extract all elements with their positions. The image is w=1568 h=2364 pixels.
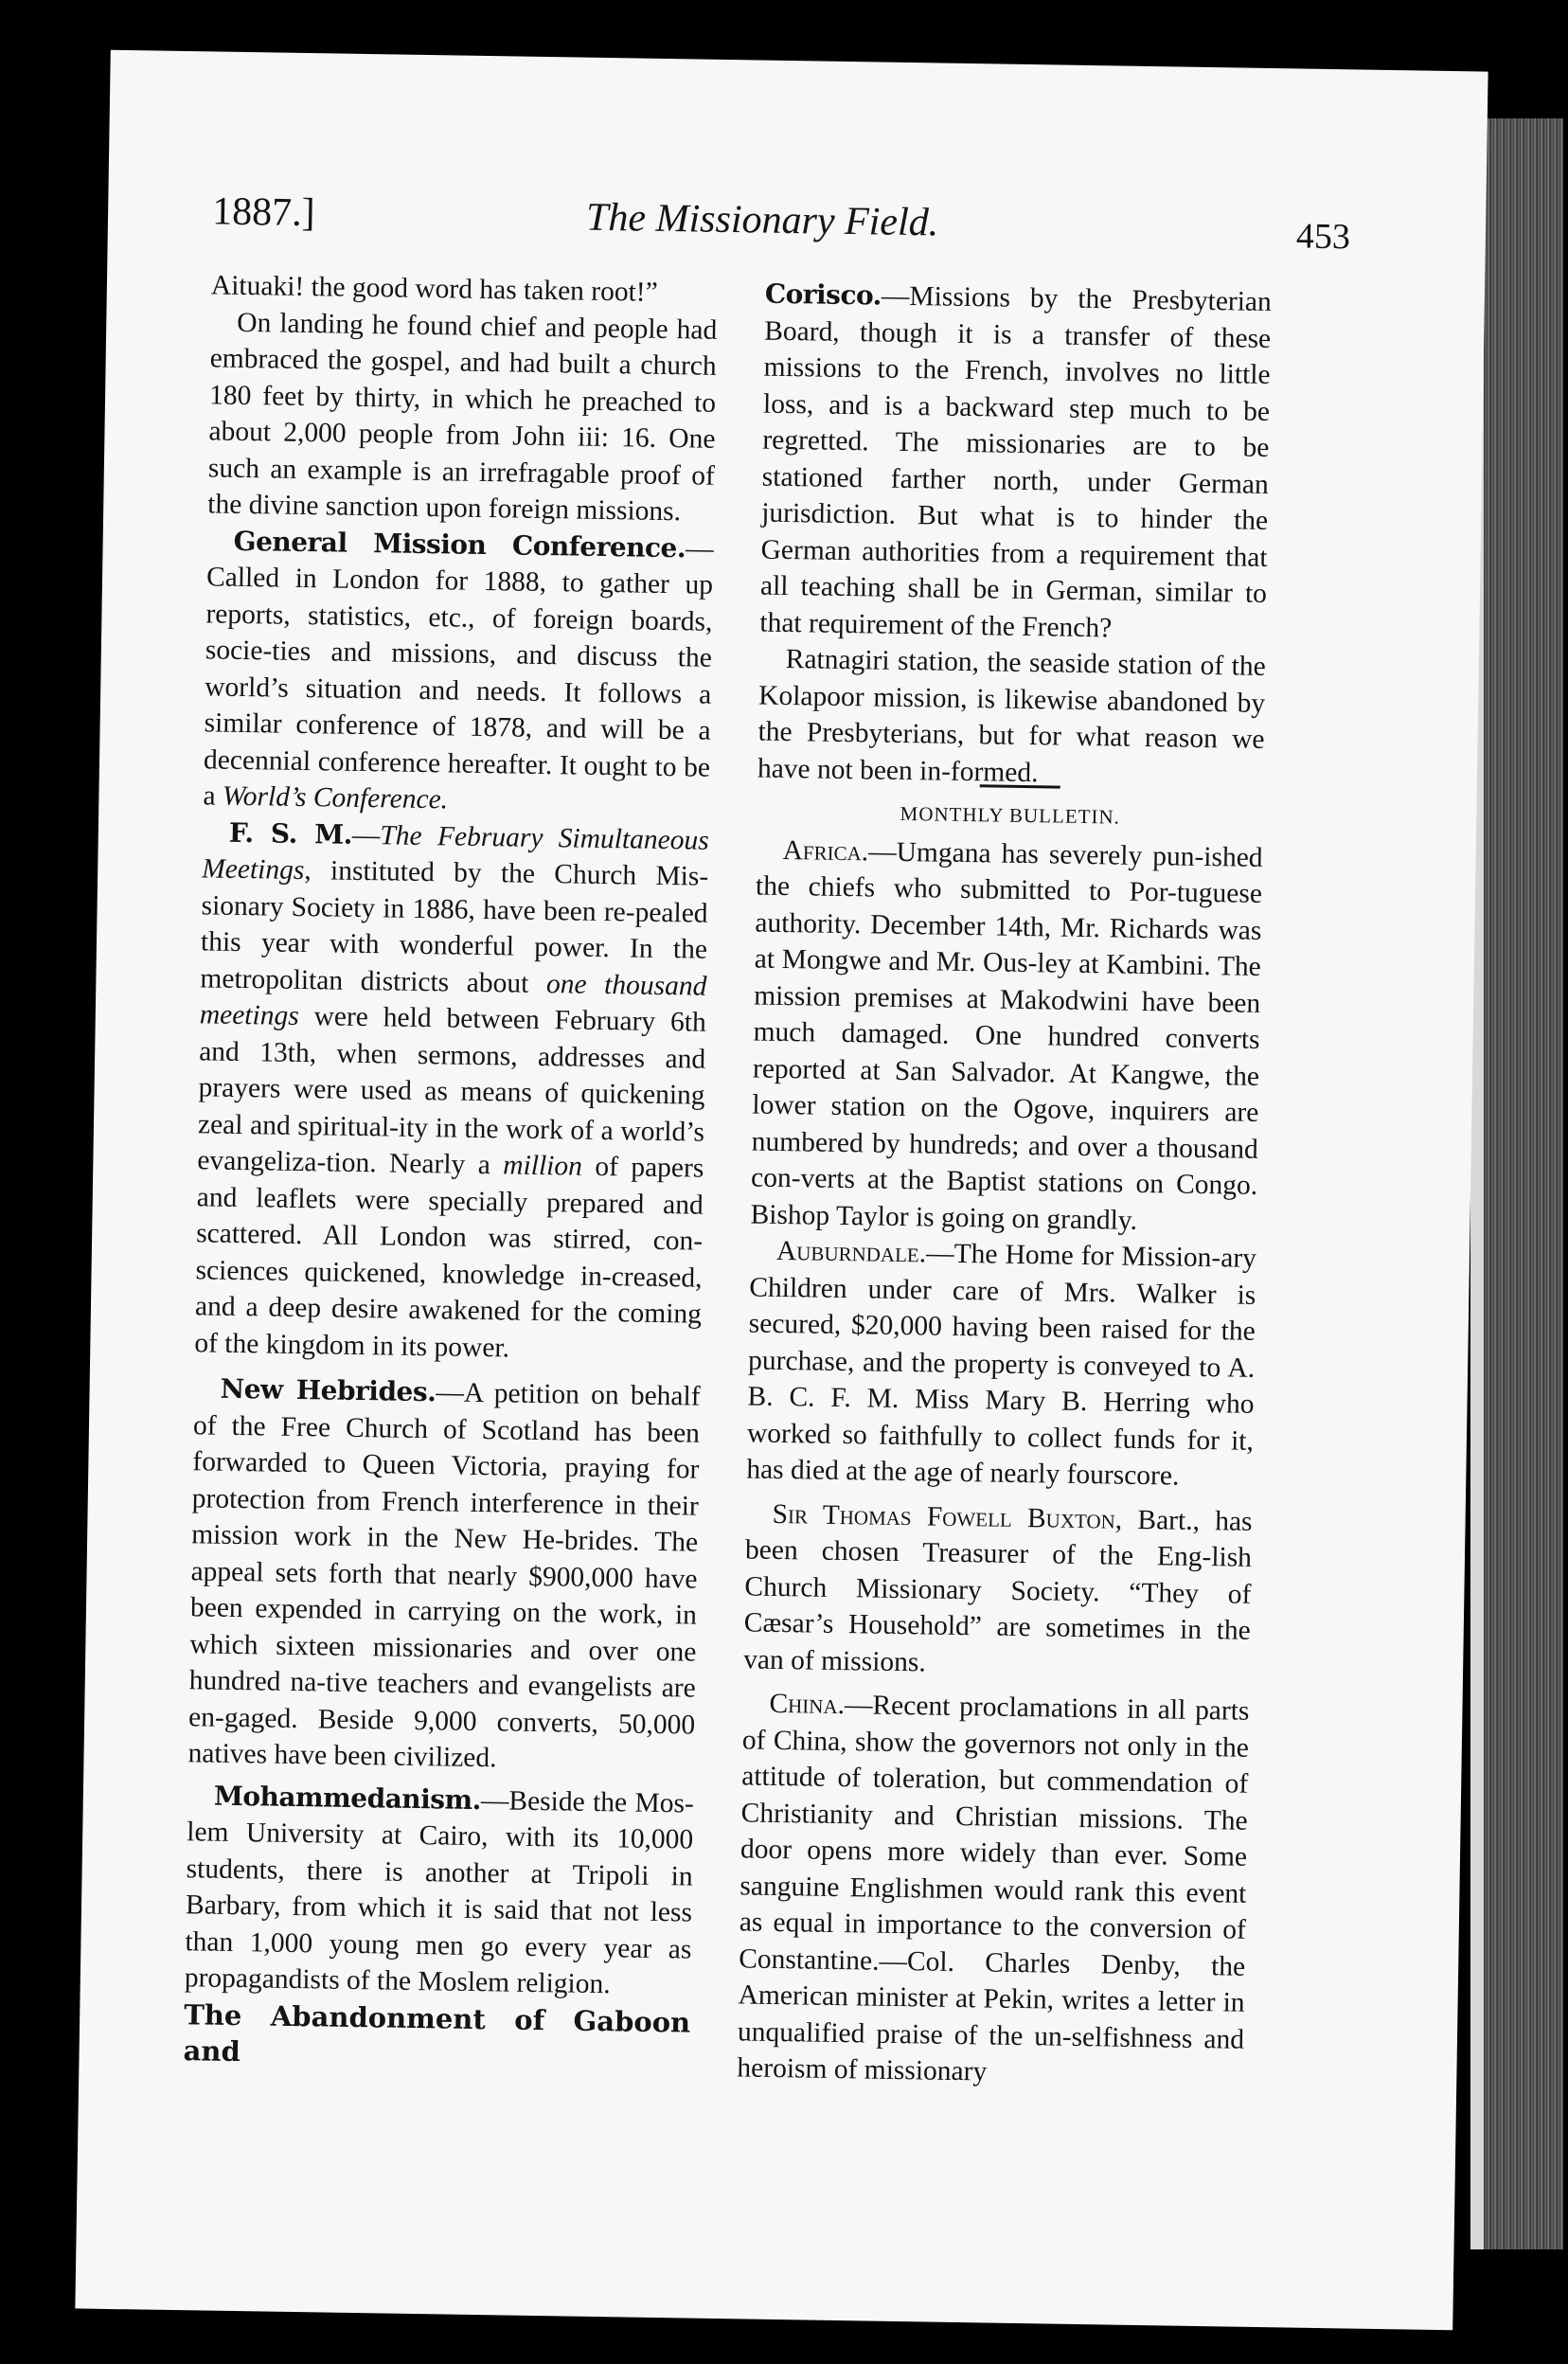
landing-paragraph: On landing he found chief and people had embraced the gospel, and had built a church 180 feet by thirty, in which he preached to about 2,000 people from John iii: 16. One such an example is an irrefragable proof of the divine sanction upon foreign missions. xyxy=(207,307,718,528)
mohammedanism-heading: Mohammedanism. xyxy=(213,1780,482,1816)
china-heading: China. xyxy=(769,1688,846,1721)
china-paragraph xyxy=(737,1685,1250,2094)
africa-paragraph xyxy=(750,832,1263,1241)
fsm-italic-meetings: one thousand meetings xyxy=(199,968,707,1031)
mohammedanism-body: —Beside the Mos-lem University at Cairo, with its 10,000 students, there is another at Tripoli in Barbary, from which it is said that not less than 1,000 young men go every year as propagandists of the Moslem religion. xyxy=(184,1784,695,2000)
auburndale-body: —The Home for Mission-ary Children under care of Mrs. Walker is secured, $20,000 having been raised for the purchase, and the property is conveyed to A. B. C. F. M. Miss Mary B. Herring who worked so faithfully to collect funds for it, has died at the age of nearly fourscore. xyxy=(746,1238,1257,1492)
page-header xyxy=(212,188,1349,263)
scanned-page xyxy=(75,50,1488,2331)
gaboon-section-title: The Abandonment of Gaboon and xyxy=(183,1997,691,2068)
fsm-body-3: of papers and leaflets were specially prepared and scattered. All London was stirred, con-sciences quickened, knowledge in-creased, and a deep desire awakened for the coming of the kingdom in its power. xyxy=(194,1151,704,1364)
buxton-paragraph xyxy=(743,1495,1253,1686)
aituaki-paragraph: Aituaki! the good word has taken root!” xyxy=(210,270,658,308)
left-column xyxy=(183,267,718,2077)
book-page-edges xyxy=(1470,118,1563,2249)
fsm-body-2: were held between February 6th and 13th, when sermons, addresses and prayers were used as means of quickening zeal and spiritual-ity in the work of a world’s evangeliza-tion. Nearly a xyxy=(197,1000,707,1181)
mohammedanism-paragraph xyxy=(185,1778,695,2004)
right-column xyxy=(737,277,1272,2095)
corisco-paragraph xyxy=(759,277,1272,649)
fsm-italic-title: The February Simultaneous Meetings xyxy=(202,819,710,886)
new-hebrides-heading: New Hebrides. xyxy=(220,1372,437,1408)
new-hebrides-body: —A petition on behalf of the Free Church of Scotland has been forwarded to Queen Victoria, praying for protection from French interference in their mission work in the New He-brides. The appeal sets forth that nearly $900,000 have been expended in carrying on the work, in which sixteen missionaries and over one hundred na-tive teachers and evangelists are en-gaged. Beside 9,000 converts, 50,000 natives have been civilized. xyxy=(187,1377,701,1774)
page-number: 453 xyxy=(1295,216,1351,258)
fsm-dash: — xyxy=(351,819,381,851)
fsm-body-1: , instituted by the Church Mis-sionary Society in 1886, have been re-pealed this year with wonderful power. In the metropolitan districts about xyxy=(200,855,709,999)
corisco-body: —Missions by the Presbyterian Board, though it is a transfer of these missions to the French, involves no little loss, and is a backward step much to be regretted. The missionaries are to be stationed farther north, under German jurisdiction. But what is to hinder the German authorities from a requirement that all teaching shall be in German, similar to that requirement of the French? xyxy=(759,280,1273,643)
auburndale-paragraph xyxy=(746,1232,1256,1495)
africa-body: —Umgana has severely pun-ished the chiefs who submitted to Por-tuguese authority. December 14th, Mr. Richards was at Mongwe and Mr. Ous-ley at Kambini. The mission premises at Makodwini have been much damaged. One hundred converts reported at San Salvador. At Kangwe, the lower station on the Ogove, inquirers are numbered by hundreds; and over a thousand con-verts at the Baptist stations on Congo. Bishop Taylor is going on grandly. xyxy=(750,835,1263,1236)
buxton-heading: Sir Thomas Fowell Buxton xyxy=(772,1498,1116,1535)
auburndale-heading: Auburndale. xyxy=(775,1235,927,1269)
monthly-bulletin-heading: MONTHLY BULLETIN. xyxy=(900,801,1121,829)
fsm-paragraph xyxy=(194,815,709,1370)
fsm-heading: F. S. M. xyxy=(228,816,353,851)
worlds-conference-italic: World’s Conference. xyxy=(222,780,449,815)
fsm-italic-million: million xyxy=(503,1150,583,1182)
china-body: —Recent proclamations in all parts of China, show the governors not only in the attitude of toleration, but commendation of Christianity and Christian missions. The door opens more widely than ever. Some sanguine Englishmen would rank this event as equal in importance to the conversion of Constantine.—Col. Charles Denby, the American minister at Pekin, writes a letter in unqualified praise of the un-selfishness and heroism of missionary xyxy=(737,1690,1250,2087)
general-mission-conference-heading: General Mission Conference. xyxy=(233,525,686,564)
header-year: 1887.] xyxy=(211,189,316,236)
africa-heading: Africa. xyxy=(782,834,869,867)
general-mission-conference-body: —Called in London for 1888, to gather up reports, statistics, etc., of foreign boards, socie-ties and missions, and discuss the world’s situation and needs. It follows a similar conference of 1878, and will be a decennial conference hereafter. It ought to be a xyxy=(203,532,714,812)
running-title: The Missionary Field. xyxy=(585,195,939,245)
corisco-heading: Corisco. xyxy=(764,278,882,312)
new-hebrides-paragraph xyxy=(187,1370,701,1780)
ratnagiri-paragraph: Ratnagiri station, the seaside station of the Kolapoor mission, is likewise abandoned by the Presbyterians, but for what reason we have not been in-formed. xyxy=(757,644,1266,788)
buxton-body: , Bart., has been chosen Treasurer of the Eng-lish Church Missionary Society. “They of Cæsar’s Household” are sometimes in the van of missions. xyxy=(742,1504,1253,1677)
general-mission-conference-paragraph xyxy=(203,523,714,822)
